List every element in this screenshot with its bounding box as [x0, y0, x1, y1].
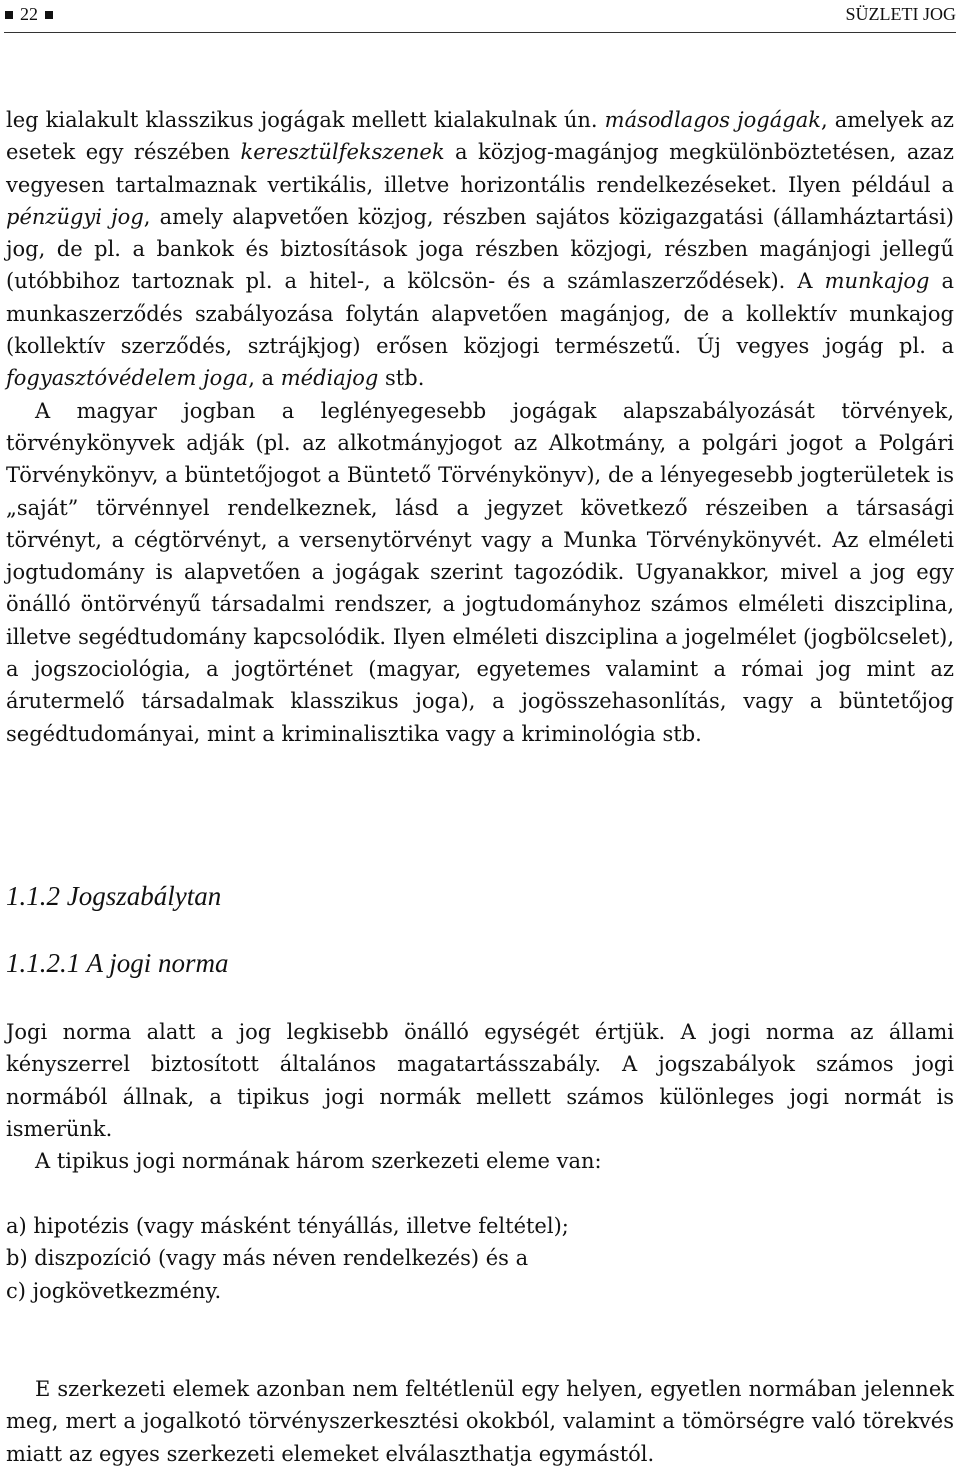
square-bullet-icon: [5, 11, 13, 19]
italic-term: munkajog: [824, 269, 930, 294]
intro-paragraph: [6, 104, 954, 395]
page-number-group: [4, 4, 60, 25]
italic-term: médiajog: [280, 366, 379, 391]
italic-term: másodlagos jogágak: [604, 108, 821, 132]
section-title: SÜZLETI JOG: [845, 4, 956, 24]
text-segment: a munkaszerződés szabályozása folytán alapvetően magánjog, de a kollektív munkajog (kollektív szerződés, sztrájkjog) erősen közjogi természetű. Új vegyes jogág pl. a: [6, 269, 954, 359]
list-item: b) diszpozíció (vagy más néven rendelkezés) és a: [6, 1246, 529, 1271]
square-bullet-icon: [45, 11, 53, 19]
header-rule: [4, 32, 956, 33]
norm-intro: A tipikus jogi normának három szerkezeti eleme van:: [35, 1149, 602, 1174]
italic-term: keresztülfekszenek: [240, 140, 445, 165]
subsection-heading: 1.1.2.1 A jogi norma: [6, 948, 229, 978]
closing-paragraph: E szerkezeti elemek azonban nem feltétlenül egy helyen, egyetlen normában jelennek meg, mert a jogalkotó törvényszerkesztési okokból, valamint a tömörségre való törekvés miatt az egyes szerkezeti elemeket elválaszthatja egymástól.: [6, 1377, 954, 1466]
text-segment: , amelyek az esetek egy részében: [6, 108, 954, 165]
list-item: a) hipotézis (vagy másként tényállás, illetve feltétel);: [6, 1214, 569, 1238]
main-text: [6, 104, 954, 750]
text-segment: a közjog-magánjog megkülönböztetésen, azaz vegyesen tartalmaznak vertikális, illetve horizontális rendelkezéseket. Ilyen például a: [6, 140, 954, 197]
norm-paragraph: Jogi norma alatt a jog legkisebb önálló egységét értjük. A jogi norma az állami kényszerrel biztosított általános magatartásszabály. A jogszabályok számos jogi normából állnak, a tipikus jogi normák mellett számos különleges jogi normát is ismerünk.: [6, 1020, 954, 1141]
page-number: 22: [20, 4, 38, 24]
closing-block: [6, 1373, 954, 1470]
text-segment: leg kialakult klasszikus jogágak mellett kialakulnak ún.: [6, 108, 605, 132]
elements-list: [6, 1210, 954, 1307]
italic-term: pénzügyi jog: [6, 204, 144, 229]
norm-block: [6, 1016, 954, 1177]
italic-term: fogyasztóvédelem joga: [6, 366, 249, 391]
text-segment: stb.: [378, 366, 425, 391]
section-heading: 1.1.2 Jogszabálytan: [6, 881, 222, 911]
second-paragraph: A magyar jogban a leglényegesebb jogágak alapszabályozását törvények, törvénykönyvek adják (pl. az alkotmányjogot az Alkotmány, a polgári jogot a Polgári Törvénykönyv, a büntetőjogot a Büntető Törvénykönyv), de a lényegesebb jogterületek is „saját” törvénnyel rendelkeznek, lásd a jegyzet következő részeiben a társasági törvényt, a cégtörvényt, a versenytörvényt vagy a Munka Törvénykönyvét. Az elméleti jogtudomány is alapvetően a jogágak szerint tagozódik. Ugyanakkor, mivel a jog egy önálló öntörvényű társadalmi rendszer, a jogtudományhoz számos elméleti diszciplina, illetve segédtudomány kapcsolódik. Ilyen elméleti diszciplina a jogelmélet (jogbölcselet), a jogszociológia, a jogtörténet (magyar, egyetemes valamint a római jog mint az árutermelő társadalmak klasszikus joga), a jogösszehasonlítás, vagy a büntetőjog segédtudományai, mint a kriminalisztika vagy a kriminológia stb.: [6, 398, 954, 746]
text-segment: , a: [248, 366, 281, 391]
text-segment: , amely alapvetően közjog, részben sajátos közigazgatási (államháztartási) jog, de pl. a bankok és biztosítások joga részben közjogi, részben magánjogi jellegű (utóbbihoz tartoznak pl. a hitel-, a kölcsön- és a számlaszerződések). A: [6, 204, 954, 294]
list-item: c) jogkövetkezmény.: [6, 1278, 222, 1303]
page-header: [4, 2, 956, 30]
